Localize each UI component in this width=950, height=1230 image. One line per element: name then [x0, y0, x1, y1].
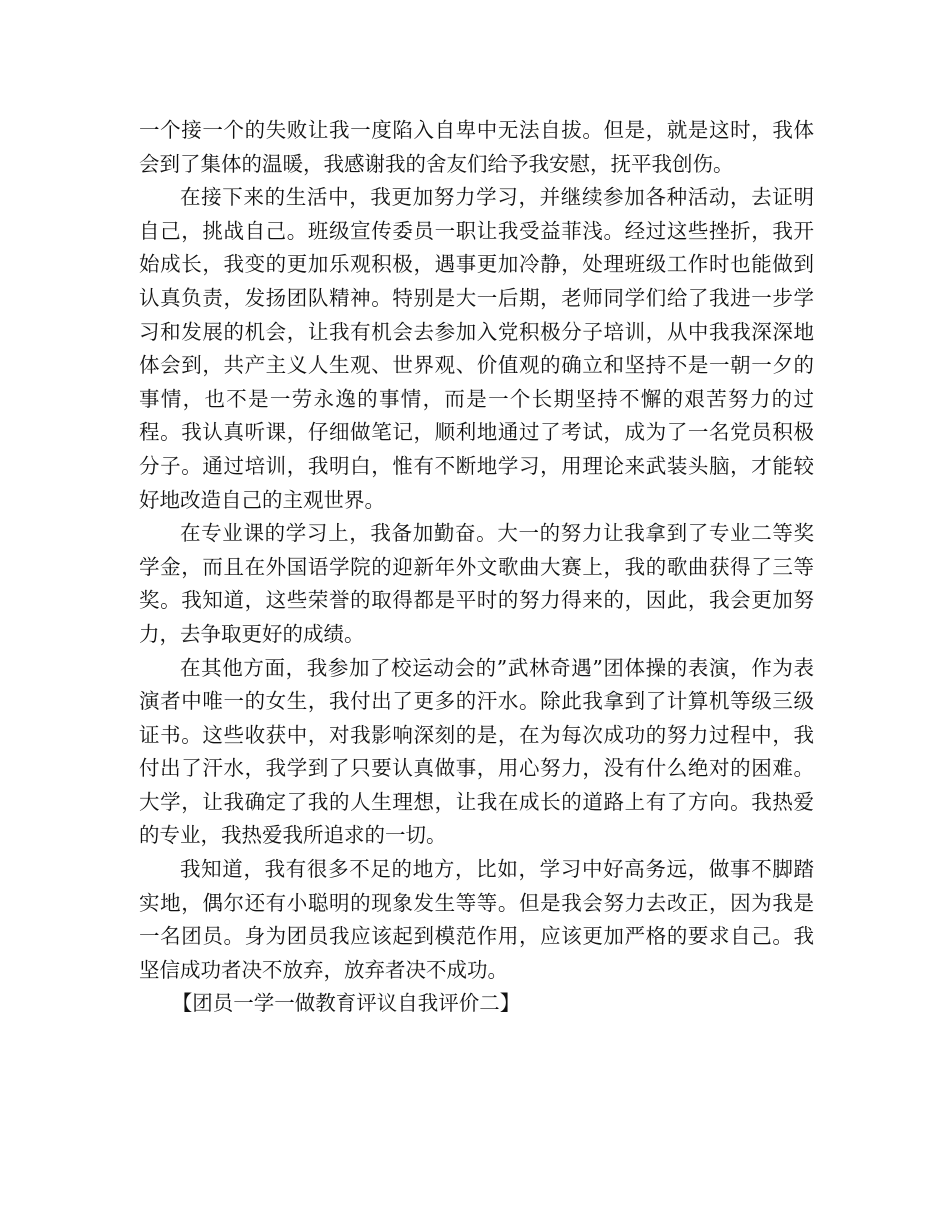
document-body — [139, 114, 814, 1021]
paragraph-4: 在其他方面，我参加了校运动会的”武林奇遇”团体操的表演，作为表演者中唯一的女生，我付出了更多的汗水。除此我拿到了计算机等级三级证书。这些收获中，对我影响深刻的是，在为每次成功的努力过程中，我付出了汗水，我学到了只要认真做事，用心努力，没有什么绝对的困难。大学，让我确定了我的人生理想，让我在成长的道路上有了方向。我热爱的专业，我热爱我所追求的一切。 — [139, 655, 814, 848]
paragraph-2: 在接下来的生活中，我更加努力学习，并继续参加各种活动，去证明自己，挑战自己。班级宣传委员一职让我受益菲浅。经过这些挫折，我开始成长，我变的更加乐观积极，遇事更加冷静，处理班级工作时也能做到认真负责，发扬团队精神。特别是大一后期，老师同学们给了我进一步学习和发展的机会，让我有机会去参加入党积极分子培训，从中我我深深地体会到，共产主义人生观、世界观、价值观的确立和坚持不是一朝一夕的事情，也不是一劳永逸的事情，而是一个长期坚持不懈的艰苦努力的过程。我认真听课，仔细做笔记，顺利地通过了考试，成为了一名党员积极分子。通过培训，我明白，惟有不断地学习，用理论来武装头脑，才能较好地改造自己的主观世界。 — [139, 185, 814, 512]
paragraph-3: 在专业课的学习上，我备加勤奋。大一的努力让我拿到了专业二等奖学金，而且在外国语学院的迎新年外文歌曲大赛上，我的歌曲获得了三等奖。我知道，这些荣誉的取得都是平时的努力得来的，因此，我会更加努力，去争取更好的成绩。 — [139, 521, 814, 646]
paragraph-5: 我知道，我有很多不足的地方，比如，学习中好高务远，做事不脚踏实地，偶尔还有小聪明的现象发生等等。但是我会努力去改正，因为我是一名团员。身为团员我应该起到模范作用，应该更加严格的要求自己。我坚信成功者决不放弃，放弃者决不成功。 — [139, 857, 814, 982]
paragraph-1: 一个接一个的失败让我一度陷入自卑中无法自拔。但是，就是这时，我体会到了集体的温暖，我感谢我的舍友们给予我安慰，抚平我创伤。 — [139, 118, 814, 176]
section-heading: 【团员一学一做教育评议自我评价二】 — [171, 991, 521, 1016]
